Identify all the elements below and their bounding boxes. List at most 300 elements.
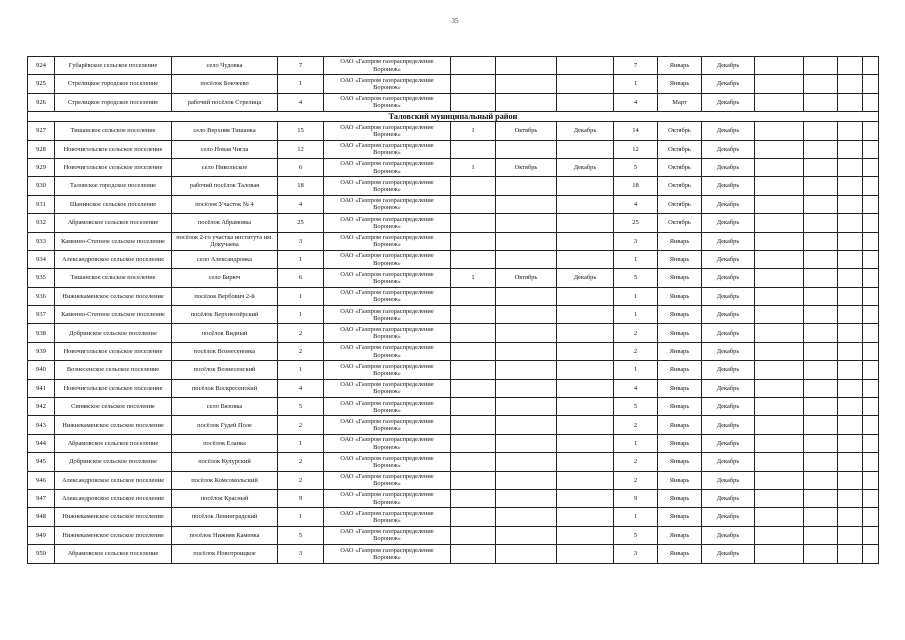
locality-cell: посёлок Видный <box>172 324 278 342</box>
col13-cell <box>804 508 838 526</box>
col8-cell <box>557 471 614 489</box>
col14-cell <box>838 269 863 287</box>
col7-cell <box>496 177 557 195</box>
settlement-cell: Новочигольское сельское поселение <box>55 379 172 397</box>
col7-cell <box>496 75 557 93</box>
col12-cell <box>755 508 804 526</box>
col14-cell <box>838 93 863 111</box>
locality-cell: село Александровка <box>172 250 278 268</box>
count-cell: 1 <box>278 508 324 526</box>
col13-cell <box>804 306 838 324</box>
count-cell: 3 <box>278 545 324 563</box>
col13-cell <box>804 93 838 111</box>
table-row <box>28 250 879 268</box>
organization-cell: ОАО «Газпром газораспределение Воронеж» <box>324 508 451 526</box>
col14-cell <box>838 57 863 75</box>
col7-cell <box>496 324 557 342</box>
col12-cell <box>755 122 804 140</box>
organization-cell: ОАО «Газпром газораспределение Воронеж» <box>324 398 451 416</box>
table-row <box>28 214 879 232</box>
col11-cell: Декабрь <box>702 508 755 526</box>
settlement-cell: Тишанское сельское поселение <box>55 122 172 140</box>
col9-cell: 5 <box>614 398 658 416</box>
settlement-cell: Александровское сельское поселение <box>55 471 172 489</box>
col15-cell <box>863 342 879 360</box>
col7-cell <box>496 232 557 250</box>
col13-cell <box>804 214 838 232</box>
col13-cell <box>804 361 838 379</box>
col15-cell <box>863 195 879 213</box>
table-row <box>28 526 879 544</box>
settlement-cell: Нижнекаменское сельское поселение <box>55 526 172 544</box>
row-number: 933 <box>28 232 55 250</box>
locality-cell: посёлок Верхнеозёрский <box>172 306 278 324</box>
col8-cell <box>557 434 614 452</box>
col11-cell: Декабрь <box>702 232 755 250</box>
col12-cell <box>755 214 804 232</box>
col8-cell <box>557 195 614 213</box>
col10-cell: Январь <box>658 250 702 268</box>
col6-cell <box>451 453 496 471</box>
organization-cell: ОАО «Газпром газораспределение Воронеж» <box>324 361 451 379</box>
settlement-cell: Абрамовское сельское поселение <box>55 434 172 452</box>
col12-cell <box>755 158 804 176</box>
col14-cell <box>838 379 863 397</box>
col7-cell <box>496 526 557 544</box>
count-cell: 2 <box>278 324 324 342</box>
settlement-cell: Каменно-Степное сельское поселение <box>55 306 172 324</box>
col14-cell <box>838 398 863 416</box>
col13-cell <box>804 324 838 342</box>
col11-cell: Декабрь <box>702 434 755 452</box>
col14-cell <box>838 453 863 471</box>
col12-cell <box>755 489 804 507</box>
col12-cell <box>755 434 804 452</box>
col6-cell <box>451 140 496 158</box>
col10-cell: Январь <box>658 416 702 434</box>
row-number: 936 <box>28 287 55 305</box>
col9-cell: 5 <box>614 269 658 287</box>
col12-cell <box>755 269 804 287</box>
organization-cell: ОАО «Газпром газораспределение Воронеж» <box>324 526 451 544</box>
rows-before-section <box>28 57 879 112</box>
locality-cell: село Бирюч <box>172 269 278 287</box>
col10-cell: Октябрь <box>658 158 702 176</box>
col6-cell <box>451 398 496 416</box>
col12-cell <box>755 416 804 434</box>
locality-cell: посёлок Вознесеновка <box>172 342 278 360</box>
row-number: 927 <box>28 122 55 140</box>
col13-cell <box>804 545 838 563</box>
col10-cell: Октябрь <box>658 122 702 140</box>
col15-cell <box>863 379 879 397</box>
count-cell: 2 <box>278 342 324 360</box>
locality-cell: посёлок Красный <box>172 489 278 507</box>
row-number: 948 <box>28 508 55 526</box>
col11-cell: Декабрь <box>702 140 755 158</box>
col11-cell: Декабрь <box>702 324 755 342</box>
col10-cell: Январь <box>658 471 702 489</box>
col15-cell <box>863 93 879 111</box>
locality-cell: посёлок Гудей Поле <box>172 416 278 434</box>
col8-cell <box>557 177 614 195</box>
count-cell: 7 <box>278 57 324 75</box>
organization-cell: ОАО «Газпром газораспределение Воронеж» <box>324 214 451 232</box>
col7-cell: Октябрь <box>496 158 557 176</box>
col6-cell <box>451 57 496 75</box>
count-cell: 25 <box>278 214 324 232</box>
col11-cell: Декабрь <box>702 379 755 397</box>
count-cell: 1 <box>278 361 324 379</box>
col13-cell <box>804 342 838 360</box>
col15-cell <box>863 287 879 305</box>
col12-cell <box>755 287 804 305</box>
row-number: 925 <box>28 75 55 93</box>
row-number: 938 <box>28 324 55 342</box>
table-row <box>28 361 879 379</box>
col9-cell: 2 <box>614 416 658 434</box>
count-cell: 5 <box>278 526 324 544</box>
col6-cell <box>451 416 496 434</box>
col9-cell: 25 <box>614 214 658 232</box>
col9-cell: 12 <box>614 140 658 158</box>
col9-cell: 2 <box>614 453 658 471</box>
organization-cell: ОАО «Газпром газораспределение Воронеж» <box>324 122 451 140</box>
col11-cell: Декабрь <box>702 177 755 195</box>
col11-cell: Декабрь <box>702 471 755 489</box>
col14-cell <box>838 526 863 544</box>
locality-cell: село Никольское <box>172 158 278 176</box>
count-cell: 4 <box>278 93 324 111</box>
count-cell: 1 <box>278 434 324 452</box>
col12-cell <box>755 453 804 471</box>
table-row <box>28 177 879 195</box>
table-row <box>28 398 879 416</box>
col12-cell <box>755 232 804 250</box>
col13-cell <box>804 140 838 158</box>
organization-cell: ОАО «Газпром газораспределение Воронеж» <box>324 489 451 507</box>
col11-cell: Декабрь <box>702 269 755 287</box>
col15-cell <box>863 75 879 93</box>
col9-cell: 2 <box>614 342 658 360</box>
col14-cell <box>838 232 863 250</box>
col10-cell: Январь <box>658 398 702 416</box>
page-number: 35 <box>451 17 459 25</box>
col9-cell: 9 <box>614 489 658 507</box>
table-row <box>28 324 879 342</box>
col8-cell <box>557 140 614 158</box>
table-row <box>28 306 879 324</box>
col10-cell: Январь <box>658 361 702 379</box>
col12-cell <box>755 250 804 268</box>
col10-cell: Январь <box>658 453 702 471</box>
col6-cell <box>451 342 496 360</box>
col7-cell <box>496 471 557 489</box>
col13-cell <box>804 195 838 213</box>
col9-cell: 14 <box>614 122 658 140</box>
table-row <box>28 140 879 158</box>
col15-cell <box>863 177 879 195</box>
section-header-group <box>28 112 879 122</box>
locality-cell: посёлок Вербович 2-й <box>172 287 278 305</box>
col15-cell <box>863 250 879 268</box>
count-cell: 2 <box>278 416 324 434</box>
col11-cell: Декабрь <box>702 195 755 213</box>
col8-cell <box>557 324 614 342</box>
col7-cell <box>496 434 557 452</box>
row-number: 937 <box>28 306 55 324</box>
col15-cell <box>863 269 879 287</box>
col13-cell <box>804 75 838 93</box>
locality-cell: посёлок Вознесенский <box>172 361 278 379</box>
organization-cell: ОАО «Газпром газораспределение Воронеж» <box>324 250 451 268</box>
table-row <box>28 232 879 250</box>
col9-cell: 5 <box>614 158 658 176</box>
organization-cell: ОАО «Газпром газораспределение Воронеж» <box>324 158 451 176</box>
col7-cell: Октябрь <box>496 122 557 140</box>
table-row <box>28 287 879 305</box>
col13-cell <box>804 250 838 268</box>
col12-cell <box>755 140 804 158</box>
col15-cell <box>863 324 879 342</box>
count-cell: 9 <box>278 489 324 507</box>
settlement-cell: Абрамовское сельское поселение <box>55 214 172 232</box>
row-number: 932 <box>28 214 55 232</box>
col14-cell <box>838 177 863 195</box>
col10-cell: Январь <box>658 269 702 287</box>
col9-cell: 5 <box>614 526 658 544</box>
col13-cell <box>804 398 838 416</box>
count-cell: 4 <box>278 195 324 213</box>
col11-cell: Декабрь <box>702 453 755 471</box>
col6-cell <box>451 232 496 250</box>
col10-cell: Октябрь <box>658 214 702 232</box>
locality-cell: село Верхняя Тишанка <box>172 122 278 140</box>
col10-cell: Январь <box>658 232 702 250</box>
table-row <box>28 93 879 111</box>
col8-cell <box>557 545 614 563</box>
col15-cell <box>863 57 879 75</box>
col8-cell <box>557 342 614 360</box>
col11-cell: Декабрь <box>702 398 755 416</box>
col10-cell: Октябрь <box>658 177 702 195</box>
col14-cell <box>838 508 863 526</box>
col8-cell <box>557 361 614 379</box>
col6-cell <box>451 306 496 324</box>
locality-cell: село Вязовка <box>172 398 278 416</box>
col15-cell <box>863 471 879 489</box>
col11-cell: Декабрь <box>702 545 755 563</box>
count-cell: 1 <box>278 250 324 268</box>
col15-cell <box>863 361 879 379</box>
col13-cell <box>804 232 838 250</box>
count-cell: 2 <box>278 471 324 489</box>
count-cell: 1 <box>278 306 324 324</box>
row-number: 940 <box>28 361 55 379</box>
col11-cell: Декабрь <box>702 342 755 360</box>
settlement-cell: Александровское сельское поселение <box>55 489 172 507</box>
col8-cell: Декабрь <box>557 122 614 140</box>
col6-cell <box>451 214 496 232</box>
table-row <box>28 57 879 75</box>
col14-cell <box>838 434 863 452</box>
col14-cell <box>838 250 863 268</box>
organization-cell: ОАО «Газпром газораспределение Воронеж» <box>324 453 451 471</box>
settlement-cell: Абрамовское сельское поселение <box>55 545 172 563</box>
col12-cell <box>755 398 804 416</box>
row-number: 946 <box>28 471 55 489</box>
count-cell: 18 <box>278 177 324 195</box>
col10-cell: Октябрь <box>658 140 702 158</box>
row-number: 934 <box>28 250 55 268</box>
col13-cell <box>804 57 838 75</box>
settlement-cell: Вознесенское сельское поселение <box>55 361 172 379</box>
col12-cell <box>755 75 804 93</box>
col12-cell <box>755 342 804 360</box>
col6-cell: 1 <box>451 122 496 140</box>
locality-cell: посёлок Еланка <box>172 434 278 452</box>
col13-cell <box>804 269 838 287</box>
table-row <box>28 508 879 526</box>
organization-cell: ОАО «Газпром газораспределение Воронеж» <box>324 324 451 342</box>
settlement-cell: Стрелицкое городское поселение <box>55 75 172 93</box>
settlement-cell: Нижнекаменское сельское поселение <box>55 508 172 526</box>
organization-cell: ОАО «Газпром газораспределение Воронеж» <box>324 195 451 213</box>
col9-cell: 1 <box>614 287 658 305</box>
settlement-cell: Губарёвское сельское поселение <box>55 57 172 75</box>
row-number: 943 <box>28 416 55 434</box>
table-row <box>28 122 879 140</box>
table-row <box>28 471 879 489</box>
table-row <box>28 342 879 360</box>
table-row <box>28 195 879 213</box>
col9-cell: 3 <box>614 545 658 563</box>
row-number: 941 <box>28 379 55 397</box>
col15-cell <box>863 232 879 250</box>
col8-cell <box>557 306 614 324</box>
col14-cell <box>838 306 863 324</box>
col8-cell <box>557 526 614 544</box>
locality-cell: село Новая Чигла <box>172 140 278 158</box>
col7-cell <box>496 545 557 563</box>
locality-cell: село Чудовка <box>172 57 278 75</box>
table-row <box>28 453 879 471</box>
col11-cell: Декабрь <box>702 287 755 305</box>
table-row <box>28 379 879 397</box>
col6-cell <box>451 545 496 563</box>
rows-after-section <box>28 122 879 563</box>
col7-cell <box>496 287 557 305</box>
col9-cell: 4 <box>614 93 658 111</box>
settlement-cell: Новочигольское сельское поселение <box>55 342 172 360</box>
settlements-table <box>27 56 879 564</box>
settlement-cell: Каменно-Степное сельское поселение <box>55 232 172 250</box>
col6-cell <box>451 526 496 544</box>
col9-cell: 2 <box>614 471 658 489</box>
organization-cell: ОАО «Газпром газораспределение Воронеж» <box>324 416 451 434</box>
organization-cell: ОАО «Газпром газораспределение Воронеж» <box>324 306 451 324</box>
col8-cell <box>557 398 614 416</box>
row-number: 931 <box>28 195 55 213</box>
col13-cell <box>804 379 838 397</box>
count-cell: 12 <box>278 140 324 158</box>
organization-cell: ОАО «Газпром газораспределение Воронеж» <box>324 75 451 93</box>
col13-cell <box>804 489 838 507</box>
locality-cell: рабочий посёлок Таловая <box>172 177 278 195</box>
col8-cell <box>557 250 614 268</box>
settlement-cell: Александровское сельское поселение <box>55 250 172 268</box>
col8-cell <box>557 453 614 471</box>
col10-cell: Январь <box>658 75 702 93</box>
col8-cell: Декабрь <box>557 269 614 287</box>
col9-cell: 4 <box>614 195 658 213</box>
col8-cell: Декабрь <box>557 158 614 176</box>
row-number: 929 <box>28 158 55 176</box>
settlement-cell: Тишанское сельское поселение <box>55 269 172 287</box>
col14-cell <box>838 75 863 93</box>
col12-cell <box>755 379 804 397</box>
col15-cell <box>863 508 879 526</box>
count-cell: 2 <box>278 453 324 471</box>
col15-cell <box>863 158 879 176</box>
col15-cell <box>863 306 879 324</box>
organization-cell: ОАО «Газпром газораспределение Воронеж» <box>324 287 451 305</box>
col15-cell <box>863 545 879 563</box>
col9-cell: 1 <box>614 508 658 526</box>
col8-cell <box>557 57 614 75</box>
table-row <box>28 545 879 563</box>
count-cell: 15 <box>278 122 324 140</box>
col7-cell <box>496 57 557 75</box>
row-number: 924 <box>28 57 55 75</box>
document-table <box>27 56 879 591</box>
col13-cell <box>804 122 838 140</box>
col11-cell: Декабрь <box>702 489 755 507</box>
locality-cell: посёлок Бокчеево <box>172 75 278 93</box>
settlement-cell: Добринское сельское поселение <box>55 324 172 342</box>
row-number: 939 <box>28 342 55 360</box>
col11-cell: Декабрь <box>702 57 755 75</box>
row-number: 947 <box>28 489 55 507</box>
col15-cell <box>863 434 879 452</box>
col13-cell <box>804 434 838 452</box>
col15-cell <box>863 214 879 232</box>
col10-cell: Март <box>658 93 702 111</box>
count-cell: 1 <box>278 75 324 93</box>
col7-cell <box>496 489 557 507</box>
count-cell: 3 <box>278 232 324 250</box>
row-number: 950 <box>28 545 55 563</box>
col9-cell: 1 <box>614 75 658 93</box>
col6-cell <box>451 177 496 195</box>
col11-cell: Декабрь <box>702 416 755 434</box>
col12-cell <box>755 177 804 195</box>
locality-cell: посёлок Нижняя Каменка <box>172 526 278 544</box>
col11-cell: Декабрь <box>702 75 755 93</box>
section-title: Таловский муниципальный район <box>28 112 879 122</box>
col13-cell <box>804 471 838 489</box>
settlement-cell: Нижнекаменское сельское поселение <box>55 416 172 434</box>
col10-cell: Январь <box>658 324 702 342</box>
section-header-row <box>28 112 879 122</box>
col9-cell: 18 <box>614 177 658 195</box>
col6-cell <box>451 489 496 507</box>
organization-cell: ОАО «Газпром газораспределение Воронеж» <box>324 232 451 250</box>
row-number: 942 <box>28 398 55 416</box>
organization-cell: ОАО «Газпром газораспределение Воронеж» <box>324 269 451 287</box>
col10-cell: Январь <box>658 342 702 360</box>
count-cell: 6 <box>278 269 324 287</box>
